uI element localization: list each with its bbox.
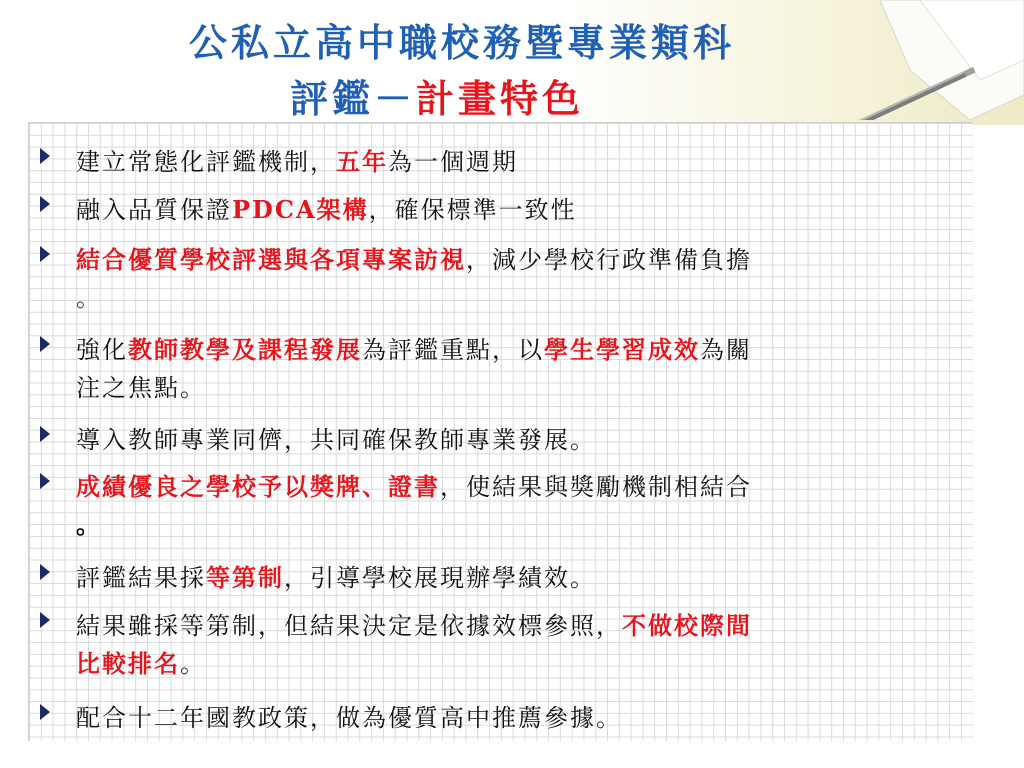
bullet-arrow-icon xyxy=(40,196,50,212)
bullet-text-cont: 。 xyxy=(76,510,102,539)
bullet-text: 配合十二年國教政策，做為優質高中推薦參據。 xyxy=(76,704,622,732)
title-prefix: 評鑑－ xyxy=(289,76,416,121)
bullet-text: 導入教師專業同儕，共同確保教師專業發展。 xyxy=(76,426,596,454)
slide-title-line2 xyxy=(0,68,949,123)
bullet-arrow-icon xyxy=(40,473,50,489)
bullet-arrow-icon xyxy=(40,704,50,720)
bullet-text: 成績優良之學校予以獎牌、證書，使結果與獎勵機制相結合 xyxy=(76,472,752,501)
bullet-text-cont: 比較排名。 xyxy=(76,649,206,678)
bullet-arrow-icon xyxy=(40,426,50,442)
title-highlight: 計畫特色 xyxy=(416,76,585,121)
bullet-text: 強化教師教學及課程發展為評鑑重點，以學生學習成效為關 xyxy=(76,335,752,364)
bullet-arrow-icon xyxy=(40,246,50,262)
bullet-text: 評鑑結果採等第制，引導學校展現辦學績效。 xyxy=(76,563,596,592)
bullet-text: 融入品質保證PDCA架構，確保標準一致性 xyxy=(76,195,577,224)
bullet-text: 結果雖採等第制，但結果決定是依據效標參照，不做校際間 xyxy=(76,611,752,640)
bullet-text-cont: 注之焦點。 xyxy=(76,374,206,402)
bullet-arrow-icon xyxy=(40,148,50,164)
slide-title-line1: 公私立高中職校務暨專業類科 xyxy=(188,20,735,65)
bullet-arrow-icon xyxy=(40,336,50,352)
bullet-text: 結合優質學校評選與各項專案訪視，減少學校行政準備負擔 xyxy=(76,245,752,274)
bullet-arrow-icon xyxy=(40,564,50,580)
bullet-text: 建立常態化評鑑機制，五年為一個週期 xyxy=(76,147,518,176)
bullet-text-cont: 。 xyxy=(76,284,102,312)
bullet-arrow-icon xyxy=(40,612,50,628)
